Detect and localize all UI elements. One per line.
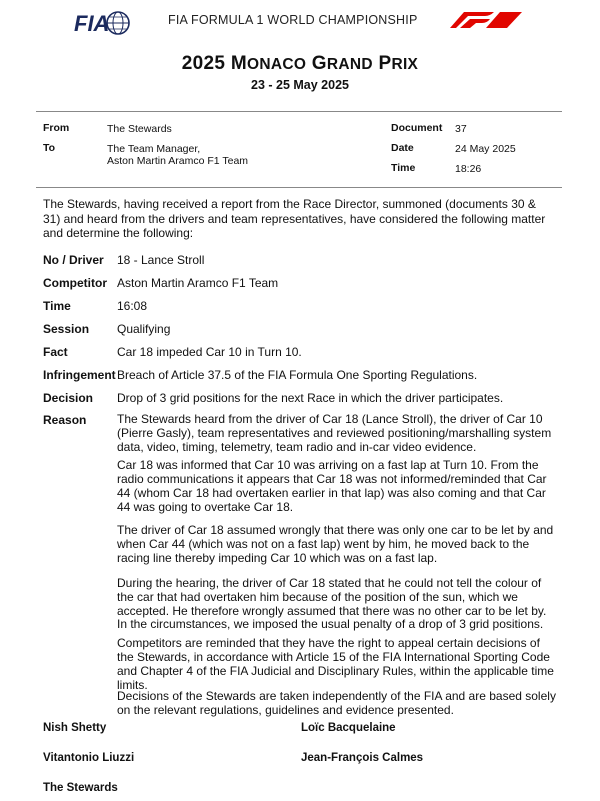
time-label: Time	[391, 162, 416, 174]
time-value: 18:26	[455, 163, 482, 175]
infringement-value: Breach of Article 37.5 of the FIA Formula One Sporting Regulations.	[117, 368, 478, 382]
reason-paragraph-1: The Stewards heard from the driver of Car 18 (Lance Stroll), the driver of Car 10 (Pierre Gasly), team representatives and reviewed positioning/marshalling system data, video, timing, telemetry, team radio and in-car video evidence.	[117, 412, 552, 454]
document-number: 37	[455, 123, 467, 135]
reason-paragraph-5: In the circumstances, we imposed the usual penalty of a drop of 3 grid positions.	[117, 617, 544, 631]
to-line-2: Aston Martin Aramco F1 Team	[107, 155, 249, 167]
driver-label: No / Driver	[43, 253, 104, 267]
date-value: 24 May 2025	[455, 143, 516, 155]
steward-signature-4: Jean-François Calmes	[301, 752, 424, 764]
fact-label: Fact	[43, 345, 68, 359]
stewards-footer: The Stewards	[43, 782, 118, 794]
fia-logo	[73, 6, 131, 40]
to-line-1: The Team Manager,	[107, 143, 201, 155]
session-label: Session	[43, 322, 90, 336]
championship-title: FIA FORMULA 1 WORLD CHAMPIONSHIP	[168, 13, 418, 27]
from-value: The Stewards	[107, 123, 172, 135]
fact-value: Car 18 impeded Car 10 in Turn 10.	[117, 345, 302, 359]
decision-label: Decision	[43, 391, 94, 405]
reason-paragraph-3: The driver of Car 18 assumed wrongly that there was only one car to be let by and when Car 44 (which was not on a fast lap) went by him, he moved back to the racing line thereby impeding Car 10 which was on a fast lap.	[117, 523, 554, 565]
steward-signature-3: Vitantonio Liuzzi	[43, 752, 135, 764]
incident-time-value: 16:08	[117, 299, 148, 313]
intro-paragraph: The Stewards, having received a report from the Race Director, summoned (documents 30 & 31) and heard from the drivers and team representatives, have considered the following matter and determine the following:	[43, 197, 546, 240]
from-label: From	[43, 122, 70, 134]
reason-label: Reason	[43, 413, 87, 427]
competitor-value: Aston Martin Aramco F1 Team	[117, 276, 279, 290]
document-label: Document	[391, 122, 443, 134]
fia-logo-text: FIA	[74, 11, 110, 36]
independence-paragraph: Decisions of the Stewards are taken independently of the FIA and are based solely on the relevant regulations, guidelines and evidence presented.	[117, 689, 556, 717]
reason-paragraph-2: Car 18 was informed that Car 10 was arriving on a fast lap at Turn 10. From the radio communications it appears that Car 18 was not informed/reminded that Car 44 (whom Car 18 had overtaken earlier in that lap) was also coming and that Car 44 was going to overtake Car 18.	[117, 458, 547, 514]
steward-signature-2: Loïc Bacquelaine	[301, 722, 396, 734]
date-label: Date	[391, 142, 414, 154]
appeal-paragraph: Competitors are reminded that they have the right to appeal certain decisions of the Stewards, in accordance with Article 15 of the FIA International Sporting Code and Chapter 4 of the FIA Judicial and Disciplinary Rules, within the applicable time limits.	[117, 636, 554, 692]
grand-prix-title: 2025 MONACO GRAND PRIX	[181, 53, 419, 74]
steward-signature-1: Nish Shetty	[43, 722, 107, 734]
to-label: To	[43, 142, 56, 154]
event-dates: 23 - 25 May 2025	[251, 78, 349, 92]
decision-value: Drop of 3 grid positions for the next Race in which the driver participates.	[117, 391, 504, 405]
infringement-label: Infringement	[43, 368, 116, 382]
competitor-label: Competitor	[43, 276, 107, 290]
reason-paragraph-4: During the hearing, the driver of Car 18 stated that he could not tell the colour of the car that had overtaken him because of the position of the sun, which we accepted. He therefore wrongly assumed that there was no other car to be let by.	[117, 576, 547, 618]
session-value: Qualifying	[117, 322, 171, 336]
driver-value: 18 - Lance Stroll	[117, 253, 205, 267]
f1-logo	[450, 12, 522, 32]
incident-time-label: Time	[43, 299, 71, 313]
